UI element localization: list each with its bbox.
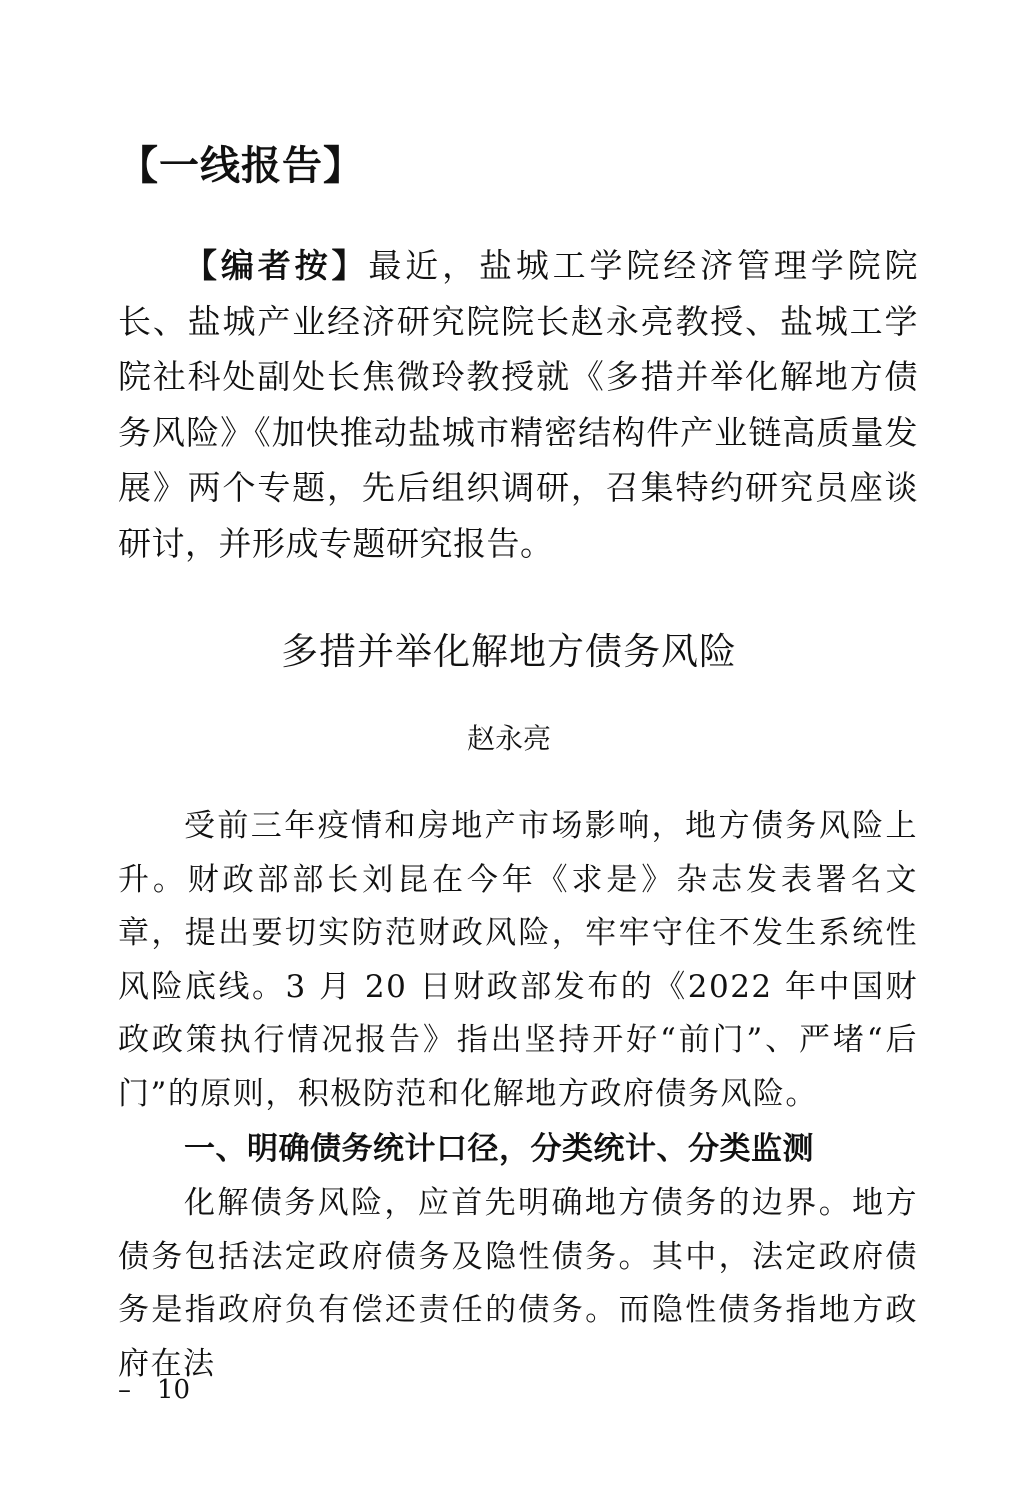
page-number: 10 bbox=[157, 1375, 191, 1405]
section-tag: 【一线报告】 bbox=[118, 143, 364, 189]
body-paragraph: 受前三年疫情和房地产市场影响，地方债务风险上升。财政部部长刘昆在今年《求是》杂志发表署名文章，提出要切实防范财政风险，牢牢守住不发生系统性风险底线。3 月 20 日财政部发布的《2022 年中国财政政策执行情况报告》指出坚持开好“前门”、严堵“后门”的原则，积极防范和化解地方政府债务风险。 bbox=[118, 808, 918, 1112]
footer-dash: – bbox=[118, 1375, 131, 1405]
editor-note-text: 最近，盐城工学院经济管理学院院长、盐城产业经济研究院院长赵永亮教授、盐城工学院社科处副处长焦微玲教授就《多措并举化解地方债务风险》《加快推动盐城市精密结构件产业链高质量发展》两个专题，先后组织调研，召集特约研究员座谈研讨，并形成专题研究报告。 bbox=[118, 246, 919, 563]
editor-note-label: 【编者按】 bbox=[184, 246, 369, 285]
section-heading: 一、明确债务统计口径，分类统计、分类监测 bbox=[184, 1131, 814, 1167]
page-footer bbox=[118, 1372, 190, 1408]
article-body bbox=[118, 800, 918, 1391]
editor-note bbox=[118, 238, 918, 571]
article-author: 赵永亮 bbox=[466, 722, 551, 755]
article-title: 多措并举化解地方债务风险 bbox=[281, 630, 737, 673]
body-paragraph: 化解债务风险，应首先明确地方债务的边界。地方债务包括法定政府债务及隐性债务。其中，法定政府债务是指政府负有偿还责任的债务。而隐性债务指地方政府在法 bbox=[118, 1185, 918, 1382]
